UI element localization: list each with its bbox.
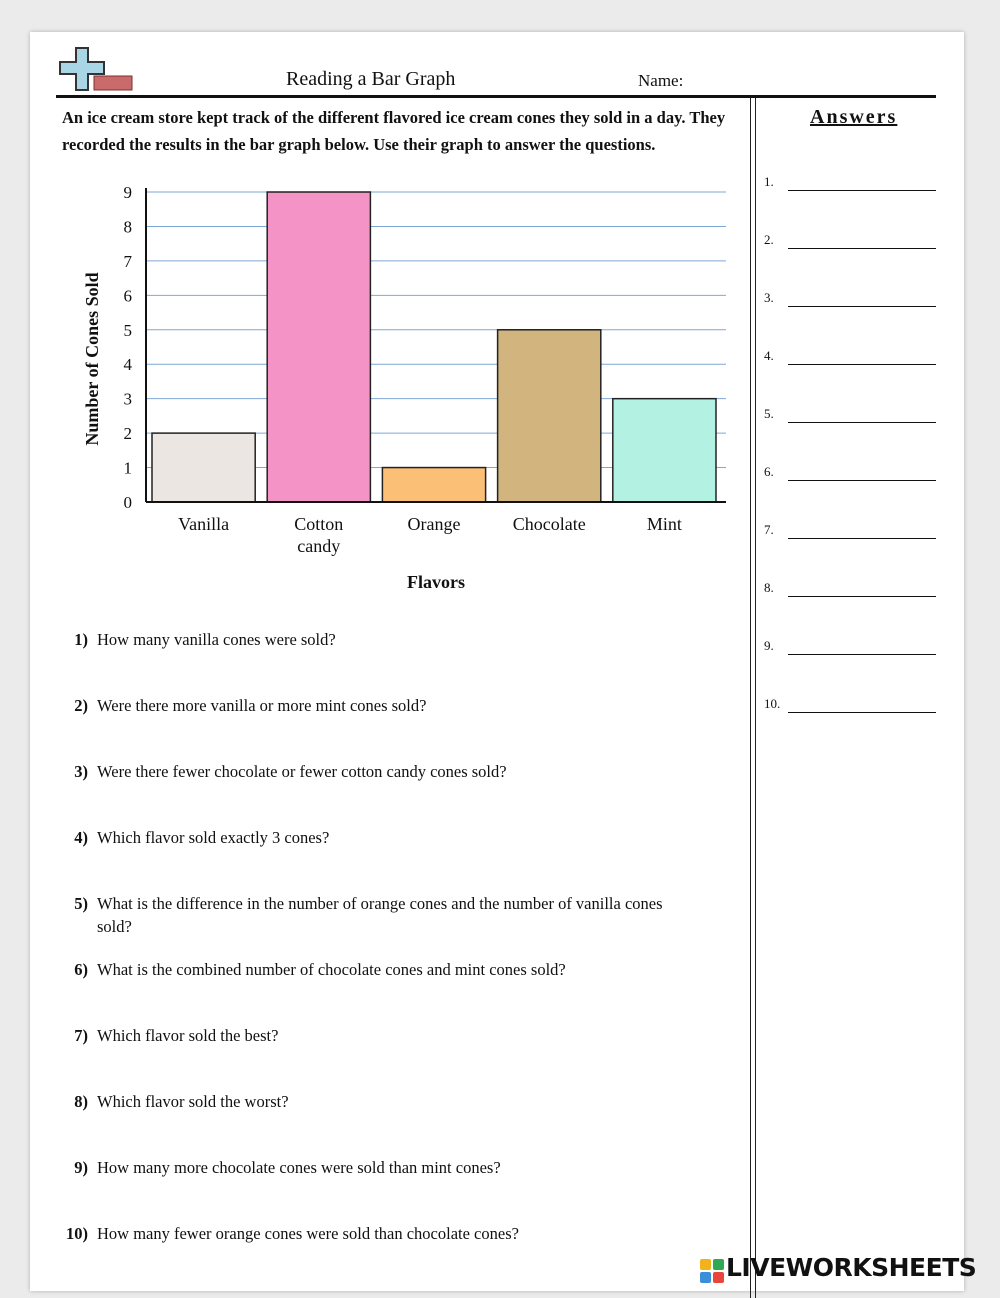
- answer-blank[interactable]: [788, 306, 936, 307]
- question-number: 9): [74, 1158, 88, 1177]
- answer-number: 5.: [764, 406, 774, 421]
- answer-blank[interactable]: [788, 364, 936, 365]
- y-tick-label: 0: [123, 493, 132, 512]
- answer-blank[interactable]: [788, 480, 936, 481]
- answer-row: [764, 290, 944, 314]
- answer-blank[interactable]: [788, 538, 936, 539]
- answer-row: [764, 348, 944, 372]
- answer-number: 1.: [764, 174, 774, 189]
- answer-number: 4.: [764, 348, 774, 363]
- question-number: 7): [74, 1026, 88, 1045]
- answer-number: 10.: [764, 696, 781, 711]
- y-tick-label: 6: [123, 286, 132, 306]
- x-tick-label: Mint: [646, 514, 682, 534]
- question-text: How many fewer orange cones were sold than chocolate cones?: [97, 1224, 519, 1243]
- question-item: [64, 958, 684, 981]
- answer-row: [764, 174, 944, 198]
- answer-row: [764, 580, 944, 604]
- x-tick-label: Vanilla: [178, 514, 230, 534]
- y-tick-label: 2: [123, 424, 132, 444]
- x-tick-label: Cotton candy: [294, 514, 344, 556]
- question-number: 3): [74, 762, 88, 781]
- question-item: [64, 694, 684, 717]
- name-label: Name:: [638, 71, 684, 90]
- answer-number: 7.: [764, 522, 774, 537]
- y-tick-label: 7: [123, 251, 132, 271]
- intro-text: An ice cream store kept track of the different flavored ice cream cones they sold in a day. They recorded the results in the bar graph below. Use their graph to answer the questions.: [62, 108, 726, 154]
- x-axis-label: Flavors: [407, 572, 465, 592]
- answer-row: [764, 232, 944, 256]
- x-tick-label: Chocolate: [512, 514, 586, 534]
- question-item: [56, 1222, 676, 1245]
- question-text: What is the difference in the number of orange cones and the number of vanilla cones sold?: [97, 894, 663, 936]
- question-text: Were there more vanilla or more mint cones sold?: [97, 696, 427, 715]
- answer-number: 3.: [764, 290, 774, 305]
- answer-row: [764, 522, 944, 546]
- answer-number: 9.: [764, 638, 774, 653]
- bar: [152, 433, 255, 502]
- y-tick-label: 3: [123, 389, 132, 409]
- question-item: [64, 892, 684, 938]
- answer-number: 2.: [764, 232, 774, 247]
- worksheet-title: Reading a Bar Graph: [286, 68, 456, 90]
- question-item: [64, 1024, 684, 1047]
- answer-blank[interactable]: [788, 248, 936, 249]
- answer-blank[interactable]: [788, 596, 936, 597]
- x-tick-label: Orange: [407, 514, 461, 534]
- brand-text: LIVEWORKSHEETS: [726, 1253, 977, 1282]
- question-item: [64, 826, 684, 849]
- bar: [267, 192, 370, 502]
- question-number: 10): [66, 1224, 88, 1243]
- answer-row: [764, 464, 944, 488]
- logo-plus-icon: [56, 46, 136, 96]
- y-tick-label: 1: [123, 458, 132, 478]
- question-number: 8): [74, 1092, 88, 1111]
- answer-row: [764, 696, 944, 720]
- bar: [498, 330, 601, 502]
- bar: [613, 399, 716, 502]
- question-item: [64, 1090, 684, 1113]
- question-item: [64, 628, 684, 651]
- answer-number: 8.: [764, 580, 774, 595]
- header-rule: [56, 95, 936, 98]
- bar: [382, 468, 485, 502]
- question-number: 4): [74, 828, 88, 847]
- answer-number: 6.: [764, 464, 774, 479]
- question-number: 5): [74, 894, 88, 913]
- y-tick-label: 4: [123, 355, 132, 375]
- question-number: 1): [74, 630, 88, 649]
- liveworksheets-logo-icon: [700, 1259, 724, 1283]
- y-tick-label: 5: [123, 320, 132, 340]
- answers-column-divider: [750, 98, 756, 1298]
- answer-row: [764, 638, 944, 662]
- question-text: Which flavor sold the best?: [97, 1026, 279, 1045]
- question-text: What is the combined number of chocolate cones and mint cones sold?: [97, 960, 566, 979]
- question-text: Which flavor sold exactly 3 cones?: [97, 828, 330, 847]
- answer-row: [764, 406, 944, 430]
- answers-title: Answers: [810, 106, 898, 128]
- y-tick-label: 8: [123, 217, 132, 237]
- worksheet-page: [30, 32, 964, 1291]
- answer-blank[interactable]: [788, 422, 936, 423]
- y-tick-label: 9: [123, 183, 132, 202]
- question-number: 2): [74, 696, 88, 715]
- bar-chart: [80, 182, 740, 622]
- question-text: How many more chocolate cones were sold than mint cones?: [97, 1158, 501, 1177]
- answer-blank[interactable]: [788, 654, 936, 655]
- y-axis-label: Number of Cones Sold: [82, 272, 102, 446]
- question-item: [64, 1156, 684, 1179]
- answer-blank[interactable]: [788, 712, 936, 713]
- question-number: 6): [74, 960, 88, 979]
- question-text: How many vanilla cones were sold?: [97, 630, 336, 649]
- question-text: Which flavor sold the worst?: [97, 1092, 289, 1111]
- question-item: [64, 760, 684, 783]
- question-text: Were there fewer chocolate or fewer cotton candy cones sold?: [97, 762, 507, 781]
- answer-blank[interactable]: [788, 190, 936, 191]
